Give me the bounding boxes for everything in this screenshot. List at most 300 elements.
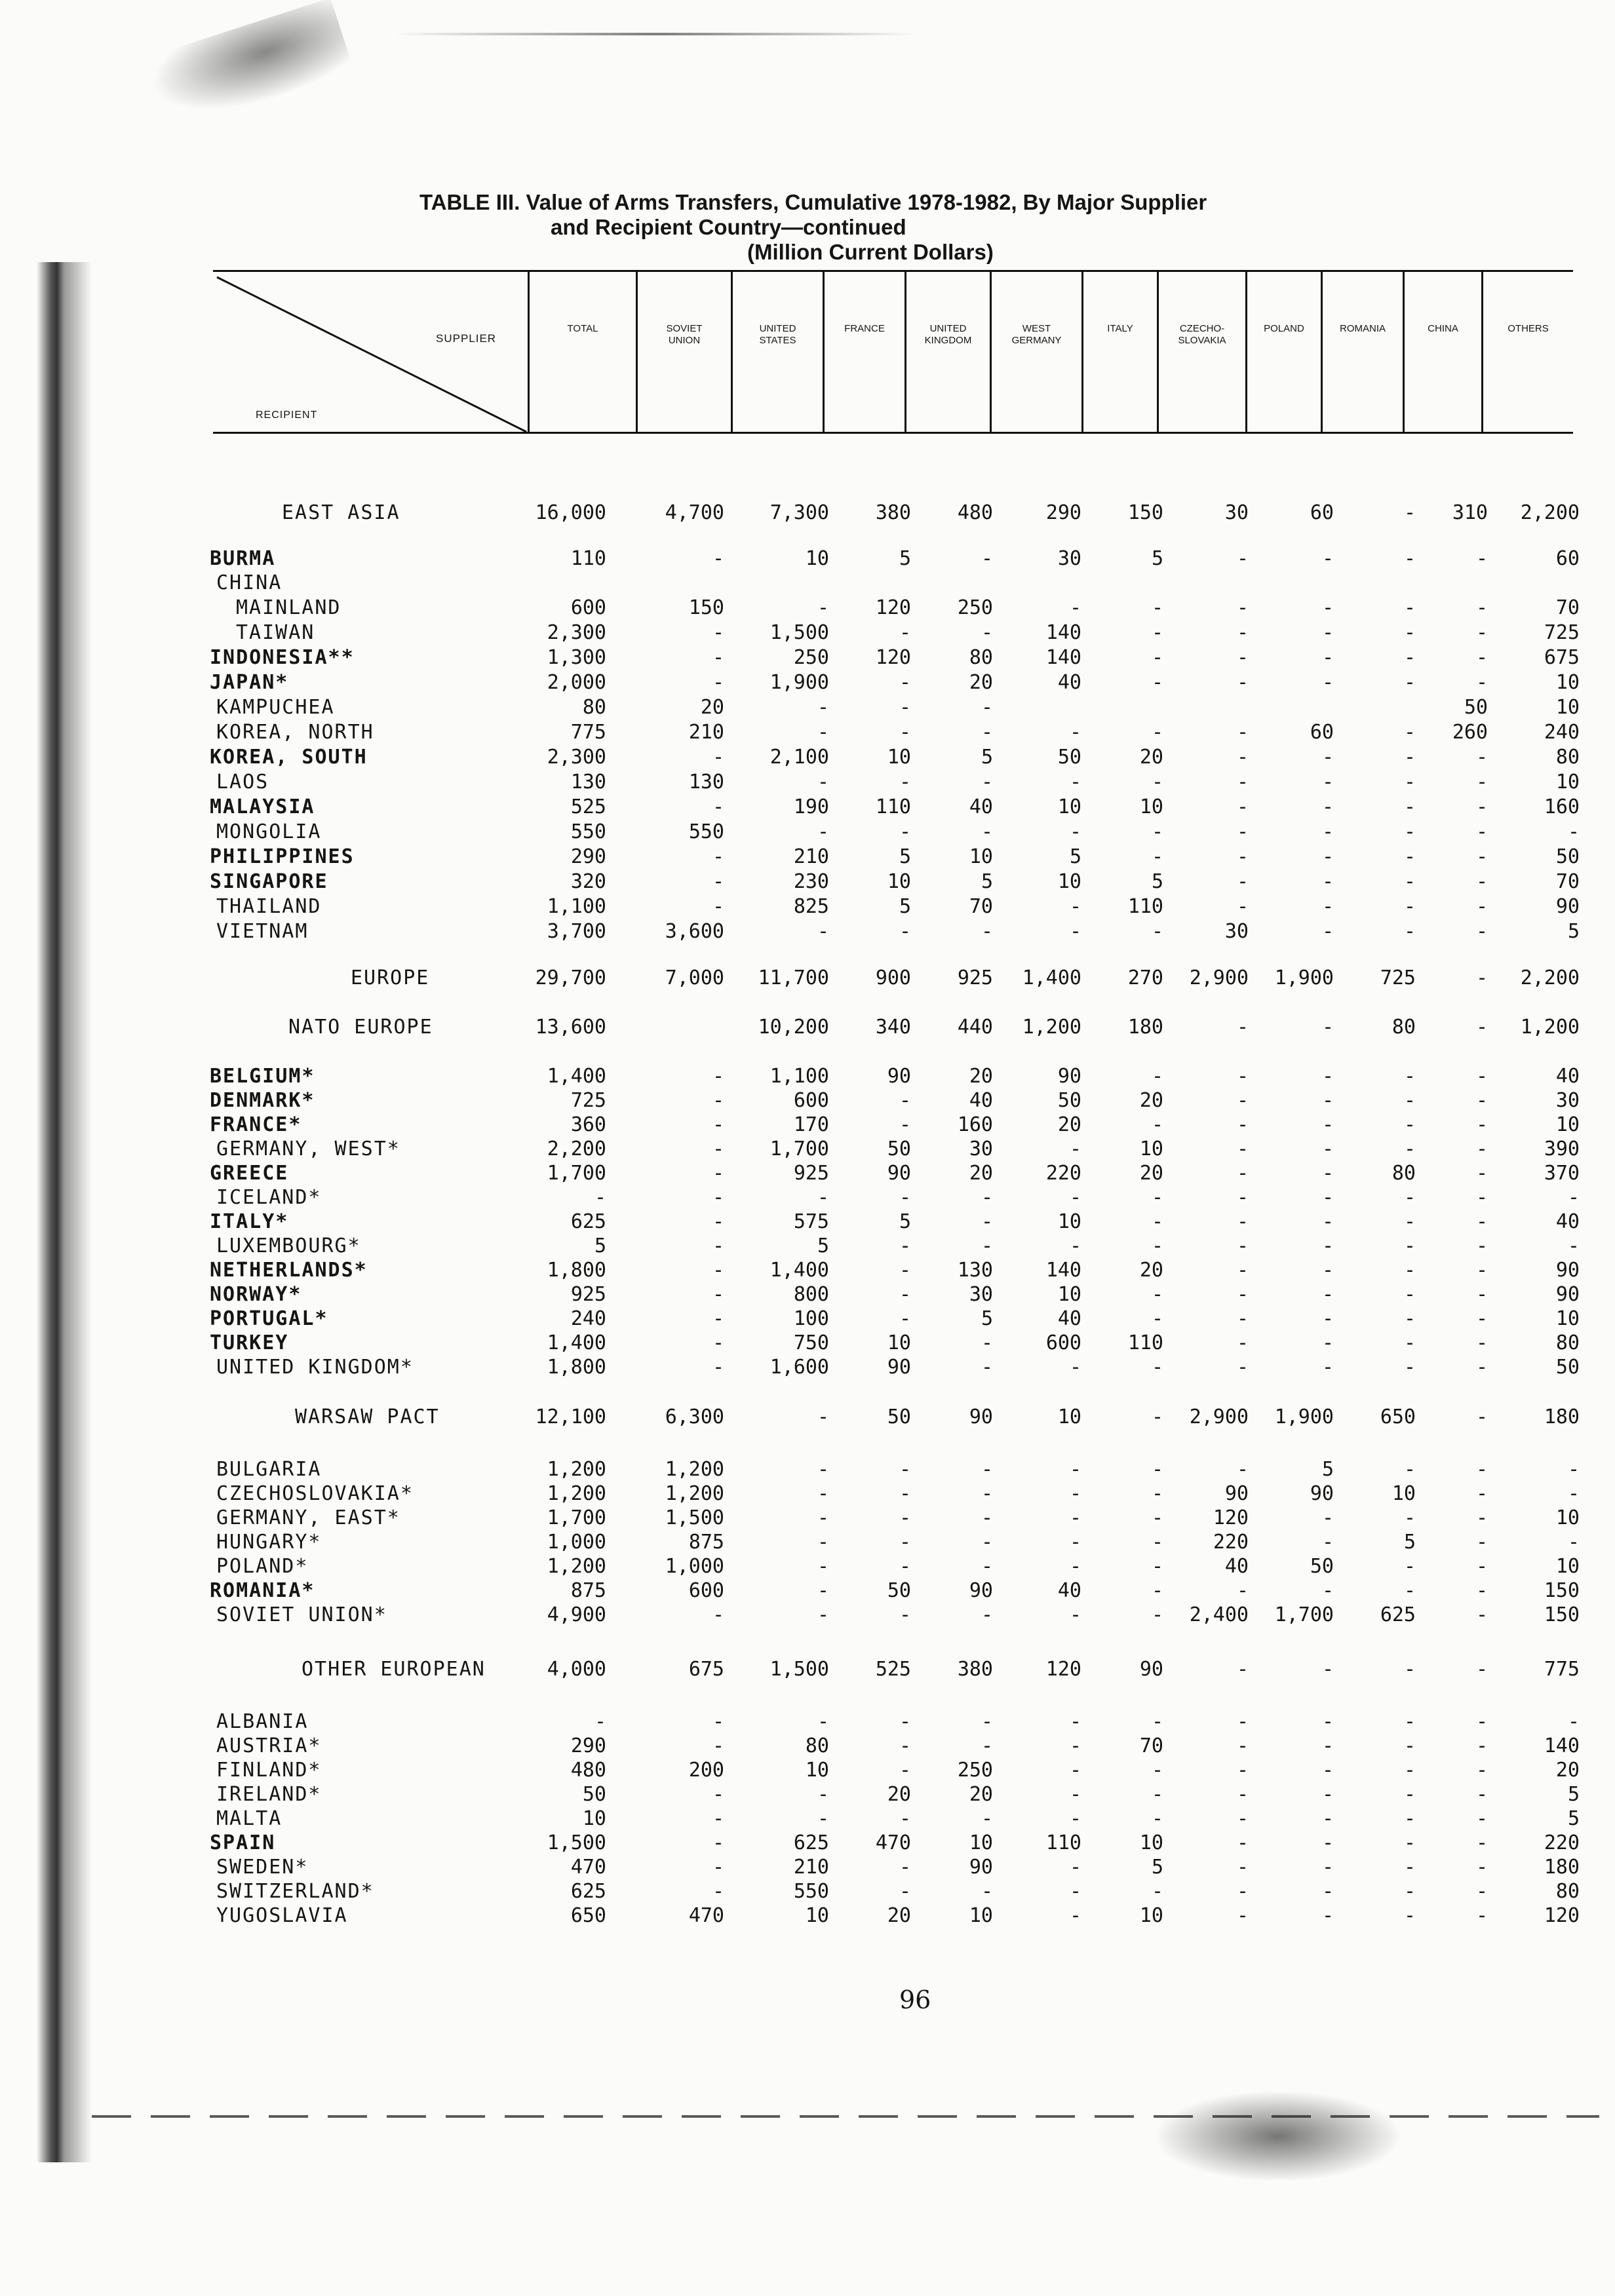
row-value: - bbox=[1151, 1783, 1163, 1806]
row-value: - bbox=[1321, 795, 1334, 818]
row-value: 110 bbox=[570, 547, 606, 570]
row-value: - bbox=[1475, 1807, 1488, 1830]
column-header-label: FRANCE bbox=[844, 323, 885, 334]
row-value: - bbox=[1151, 721, 1163, 744]
row-value: - bbox=[712, 1089, 724, 1112]
row-value: 50 bbox=[1057, 1089, 1081, 1112]
row-value: - bbox=[1403, 1831, 1416, 1854]
row-value: 200 bbox=[688, 1759, 724, 1782]
row-value: - bbox=[1236, 1162, 1249, 1185]
row-value: 180 bbox=[1544, 1406, 1580, 1428]
row-value: 1,500 bbox=[769, 621, 829, 644]
row-value: - bbox=[1236, 1356, 1249, 1379]
row-value: 1,500 bbox=[665, 1506, 724, 1529]
row-value: - bbox=[899, 1259, 911, 1282]
row-value: 40 bbox=[1555, 1065, 1580, 1088]
row-value: - bbox=[1151, 1579, 1163, 1602]
table-row bbox=[0, 920, 1615, 944]
row-value: - bbox=[899, 1880, 911, 1903]
row-label: KAMPUCHEA bbox=[216, 696, 335, 719]
row-value: - bbox=[981, 1555, 993, 1578]
row-value: - bbox=[1475, 621, 1488, 644]
row-label: EUROPE bbox=[351, 966, 430, 989]
diagonal-divider bbox=[213, 272, 528, 432]
row-value: - bbox=[1321, 1579, 1334, 1602]
row-value: - bbox=[817, 920, 829, 943]
row-value: - bbox=[1321, 820, 1334, 843]
row-label: ITALY* bbox=[210, 1210, 289, 1233]
row-value: 4,900 bbox=[547, 1603, 606, 1626]
row-value: - bbox=[1321, 1065, 1334, 1088]
row-value: 50 bbox=[1555, 845, 1580, 868]
row-value: 40 bbox=[1057, 1307, 1081, 1330]
row-value: - bbox=[712, 1234, 724, 1257]
row-value: 5 bbox=[1567, 1783, 1580, 1806]
row-value: 320 bbox=[570, 870, 606, 893]
title-line-1: TABLE III. Value of Arms Transfers, Cumulative 1978-1982, By Major Supplier bbox=[419, 190, 1207, 214]
row-value: - bbox=[1151, 1603, 1163, 1626]
row-value: 1,200 bbox=[665, 1458, 724, 1481]
row-value: 470 bbox=[875, 1831, 911, 1854]
row-value: 10 bbox=[1139, 1138, 1163, 1160]
row-value: 220 bbox=[1544, 1831, 1580, 1854]
row-value: 875 bbox=[688, 1531, 724, 1554]
row-value: - bbox=[1236, 596, 1249, 619]
row-label: SINGAPORE bbox=[210, 870, 328, 893]
table-row bbox=[0, 1856, 1615, 1879]
row-value: 5 bbox=[899, 895, 911, 918]
row-value: 20 bbox=[969, 1783, 993, 1806]
row-value: - bbox=[1236, 895, 1249, 918]
row-label: DENMARK* bbox=[210, 1089, 315, 1112]
row-value: - bbox=[1475, 1331, 1488, 1354]
row-value: 10 bbox=[1555, 1555, 1580, 1578]
column-header bbox=[636, 272, 731, 432]
row-value: - bbox=[1403, 501, 1416, 524]
row-value: - bbox=[1475, 1162, 1488, 1185]
row-label: MALTA bbox=[216, 1807, 282, 1830]
row-value: 90 bbox=[969, 1406, 993, 1428]
row-value: 600 bbox=[688, 1579, 724, 1602]
row-value: 3,600 bbox=[665, 920, 724, 943]
row-label: SOVIET UNION* bbox=[216, 1603, 387, 1626]
row-value: 650 bbox=[1380, 1406, 1416, 1428]
table-row bbox=[0, 1603, 1615, 1627]
row-value: 30 bbox=[1224, 920, 1249, 943]
row-value: - bbox=[712, 671, 724, 694]
table-row bbox=[0, 1579, 1615, 1603]
row-label: NATO EUROPE bbox=[288, 1016, 433, 1039]
row-value: - bbox=[1236, 845, 1249, 868]
row-value: - bbox=[981, 1807, 993, 1830]
row-label: LUXEMBOURG* bbox=[216, 1234, 361, 1257]
row-value: 50 bbox=[887, 1138, 911, 1160]
table-row bbox=[0, 1555, 1615, 1578]
table-row bbox=[0, 1734, 1615, 1758]
row-value: - bbox=[1236, 1579, 1249, 1602]
row-value: 1,400 bbox=[547, 1331, 606, 1354]
row-label: HUNGARY* bbox=[216, 1531, 322, 1554]
row-value: - bbox=[1321, 1658, 1334, 1681]
row-value: - bbox=[1321, 621, 1334, 644]
row-value: 1,000 bbox=[547, 1531, 606, 1554]
row-value: - bbox=[1321, 1089, 1334, 1112]
row-value: 525 bbox=[570, 795, 606, 818]
row-value: 50 bbox=[582, 1783, 606, 1806]
row-value: - bbox=[1236, 547, 1249, 570]
row-value: - bbox=[1236, 1734, 1249, 1757]
row-label: ROMANIA* bbox=[210, 1579, 315, 1602]
row-value: - bbox=[1151, 1234, 1163, 1257]
row-value: - bbox=[899, 1734, 911, 1757]
row-value: 30 bbox=[969, 1138, 993, 1160]
row-label: BELGIUM* bbox=[210, 1065, 315, 1088]
row-value: 70 bbox=[1555, 596, 1580, 619]
row-value: 550 bbox=[793, 1880, 829, 1903]
row-value: - bbox=[1321, 1904, 1334, 1927]
row-value: - bbox=[1567, 1234, 1580, 1257]
row-value: 240 bbox=[570, 1307, 606, 1330]
row-label: ALBANIA bbox=[216, 1710, 309, 1733]
table-row bbox=[0, 1482, 1615, 1506]
row-value: 5 bbox=[1321, 1458, 1334, 1481]
row-value: - bbox=[1475, 1259, 1488, 1282]
table-row bbox=[0, 1138, 1615, 1161]
row-value: 20 bbox=[1139, 1162, 1163, 1185]
row-value: - bbox=[1403, 1658, 1416, 1681]
row-value: 120 bbox=[875, 646, 911, 669]
row-value: 20 bbox=[1139, 1089, 1163, 1112]
row-value: - bbox=[1151, 1356, 1163, 1379]
row-value: - bbox=[1151, 1210, 1163, 1233]
row-value: 90 bbox=[1057, 1065, 1081, 1088]
row-value: 29,700 bbox=[535, 966, 606, 989]
row-value: - bbox=[1069, 1356, 1081, 1379]
column-header-label: TOTAL bbox=[567, 323, 598, 334]
row-value: - bbox=[1236, 746, 1249, 769]
row-value: - bbox=[1403, 1234, 1416, 1257]
row-value: - bbox=[981, 1531, 993, 1554]
row-value: - bbox=[817, 721, 829, 744]
row-value: - bbox=[1403, 920, 1416, 943]
row-value: - bbox=[817, 1458, 829, 1481]
row-value: 1,500 bbox=[547, 1831, 606, 1854]
row-value: 270 bbox=[1127, 966, 1163, 989]
row-value: - bbox=[899, 1458, 911, 1481]
row-value: - bbox=[1403, 1186, 1416, 1209]
row-value: 180 bbox=[1127, 1016, 1163, 1039]
row-label: CHINA bbox=[216, 571, 282, 594]
row-value: 5 bbox=[981, 746, 993, 769]
row-value: 875 bbox=[570, 1579, 606, 1602]
row-value: 5 bbox=[1151, 1856, 1163, 1879]
table-row bbox=[0, 1506, 1615, 1530]
row-value: 1,900 bbox=[1274, 1406, 1334, 1428]
row-value: 140 bbox=[1045, 1259, 1081, 1282]
row-value: - bbox=[1069, 1482, 1081, 1505]
table-row bbox=[0, 1113, 1615, 1137]
row-value: 10 bbox=[1057, 1210, 1081, 1233]
row-value: 5 bbox=[1151, 547, 1163, 570]
row-value: - bbox=[1475, 1186, 1488, 1209]
row-value: 5 bbox=[981, 870, 993, 893]
row-value: 20 bbox=[887, 1783, 911, 1806]
column-header bbox=[528, 272, 636, 432]
row-value: - bbox=[1403, 671, 1416, 694]
table-row bbox=[0, 721, 1615, 744]
row-value: - bbox=[1069, 1555, 1081, 1578]
row-value: - bbox=[817, 1506, 829, 1529]
row-value: - bbox=[1236, 1710, 1249, 1733]
column-header bbox=[731, 272, 823, 432]
row-value: - bbox=[712, 621, 724, 644]
row-label: KOREA, NORTH bbox=[216, 721, 374, 744]
row-value: 60 bbox=[1310, 501, 1334, 524]
column-header-label: UNITED STATES bbox=[759, 323, 796, 346]
row-value: 10 bbox=[1391, 1482, 1416, 1505]
column-header-label: UNITED KINGDOM bbox=[924, 323, 972, 346]
row-label: SWEDEN* bbox=[216, 1856, 309, 1879]
row-value: 170 bbox=[793, 1113, 829, 1136]
table-row bbox=[0, 1904, 1615, 1928]
row-value: - bbox=[712, 845, 724, 868]
row-value: - bbox=[1069, 1710, 1081, 1733]
row-value: 110 bbox=[1127, 895, 1163, 918]
row-value: - bbox=[1475, 1831, 1488, 1854]
row-value: 470 bbox=[570, 1856, 606, 1879]
row-label: SWITZERLAND* bbox=[216, 1880, 374, 1903]
row-value: 80 bbox=[582, 696, 606, 719]
row-value: - bbox=[1236, 1089, 1249, 1112]
table-row bbox=[0, 1406, 1615, 1429]
column-header-label: CZECHO- SLOVAKIA bbox=[1178, 323, 1226, 346]
row-value: - bbox=[1236, 1210, 1249, 1233]
row-value: - bbox=[1069, 1734, 1081, 1757]
row-value: - bbox=[1403, 1555, 1416, 1578]
row-value: - bbox=[899, 1603, 911, 1626]
row-value: - bbox=[1321, 547, 1334, 570]
row-value: - bbox=[1069, 920, 1081, 943]
table-row bbox=[0, 1710, 1615, 1734]
row-value: - bbox=[817, 1807, 829, 1830]
row-value: 90 bbox=[887, 1356, 911, 1379]
row-value: - bbox=[1475, 1016, 1488, 1039]
row-value: - bbox=[1236, 1016, 1249, 1039]
row-value: 1,600 bbox=[769, 1356, 829, 1379]
row-value: - bbox=[1321, 596, 1334, 619]
table-row bbox=[0, 1210, 1615, 1234]
row-value: - bbox=[817, 1406, 829, 1428]
row-value: - bbox=[817, 1603, 829, 1626]
row-label: CZECHOSLOVAKIA* bbox=[216, 1482, 414, 1505]
row-value: - bbox=[1236, 721, 1249, 744]
row-value: - bbox=[1321, 1880, 1334, 1903]
row-value: 120 bbox=[1045, 1658, 1081, 1681]
row-value: 10 bbox=[1139, 1831, 1163, 1854]
row-value: 150 bbox=[1544, 1603, 1580, 1626]
row-value: 120 bbox=[1544, 1904, 1580, 1927]
row-value: 220 bbox=[1045, 1162, 1081, 1185]
column-header-label: ITALY bbox=[1107, 323, 1133, 334]
row-value: 40 bbox=[1057, 1579, 1081, 1602]
row-value: 370 bbox=[1544, 1162, 1580, 1185]
row-value: - bbox=[1069, 1506, 1081, 1529]
row-value: 2,900 bbox=[1189, 1406, 1249, 1428]
table-header bbox=[213, 270, 1573, 434]
table-row bbox=[0, 1162, 1615, 1185]
table-row bbox=[0, 820, 1615, 844]
row-value: - bbox=[1321, 1531, 1334, 1554]
row-value: 625 bbox=[793, 1831, 829, 1854]
row-value: - bbox=[1321, 1162, 1334, 1185]
table-row bbox=[0, 795, 1615, 819]
table-row bbox=[0, 1089, 1615, 1113]
header-diagonal-cell bbox=[213, 272, 528, 432]
row-value: - bbox=[899, 1807, 911, 1830]
row-value: - bbox=[1069, 1138, 1081, 1160]
row-value: - bbox=[1321, 895, 1334, 918]
title-line-2: and Recipient Country—continued bbox=[551, 215, 906, 239]
row-value: - bbox=[1475, 1307, 1488, 1330]
row-value: 5 bbox=[1567, 1807, 1580, 1830]
row-value: - bbox=[981, 771, 993, 794]
row-value: 1,900 bbox=[1274, 966, 1334, 989]
row-value: - bbox=[981, 547, 993, 570]
row-value: 20 bbox=[1139, 746, 1163, 769]
row-value: - bbox=[1475, 1089, 1488, 1112]
row-value: - bbox=[712, 1162, 724, 1185]
row-value: - bbox=[1567, 820, 1580, 843]
row-value: 50 bbox=[1555, 1356, 1580, 1379]
row-value: 80 bbox=[1555, 746, 1580, 769]
row-label: JAPAN* bbox=[210, 671, 289, 694]
row-value: - bbox=[1151, 1186, 1163, 1209]
row-value: 2,200 bbox=[547, 1138, 606, 1160]
row-value: 2,300 bbox=[547, 621, 606, 644]
row-value: 10 bbox=[1057, 870, 1081, 893]
row-value: 340 bbox=[875, 1016, 911, 1039]
row-value: 2,200 bbox=[1520, 501, 1580, 524]
row-value: - bbox=[1321, 671, 1334, 694]
row-value: 160 bbox=[957, 1113, 993, 1136]
row-value: - bbox=[1069, 895, 1081, 918]
row-value: 525 bbox=[875, 1658, 911, 1681]
row-value: - bbox=[899, 920, 911, 943]
column-header bbox=[1245, 272, 1321, 432]
row-value: - bbox=[981, 621, 993, 644]
row-label: MONGOLIA bbox=[216, 820, 322, 843]
row-value: 130 bbox=[957, 1259, 993, 1282]
row-value: - bbox=[1567, 1482, 1580, 1505]
row-label: SPAIN bbox=[210, 1831, 276, 1854]
row-value: 210 bbox=[688, 721, 724, 744]
row-value: 20 bbox=[969, 671, 993, 694]
row-value: - bbox=[981, 1482, 993, 1505]
row-value: - bbox=[1236, 795, 1249, 818]
row-value: 90 bbox=[969, 1856, 993, 1879]
row-value: - bbox=[712, 1880, 724, 1903]
row-value: - bbox=[1567, 1531, 1580, 1554]
row-value: - bbox=[712, 1356, 724, 1379]
row-value: - bbox=[1321, 1210, 1334, 1233]
table-row bbox=[0, 1331, 1615, 1355]
row-value: 925 bbox=[570, 1283, 606, 1306]
row-value: - bbox=[1321, 1186, 1334, 1209]
row-value: - bbox=[1151, 1458, 1163, 1481]
row-value: - bbox=[1321, 1807, 1334, 1830]
row-value: - bbox=[1475, 1759, 1488, 1782]
row-label: POLAND* bbox=[216, 1555, 309, 1578]
row-value: 575 bbox=[793, 1210, 829, 1233]
row-value: 90 bbox=[1224, 1482, 1249, 1505]
row-value: 10 bbox=[805, 547, 829, 570]
row-value: 120 bbox=[1213, 1506, 1249, 1529]
row-value: 90 bbox=[1310, 1482, 1334, 1505]
row-value: - bbox=[1069, 771, 1081, 794]
row-value: - bbox=[1321, 646, 1334, 669]
row-value: 160 bbox=[1544, 795, 1580, 818]
row-value: - bbox=[1236, 621, 1249, 644]
row-value: 5 bbox=[1151, 870, 1163, 893]
row-label: YUGOSLAVIA bbox=[216, 1904, 348, 1927]
row-label: MALAYSIA bbox=[210, 795, 315, 818]
row-value: 80 bbox=[1555, 1880, 1580, 1903]
row-value: - bbox=[1403, 1783, 1416, 1806]
row-label: OTHER EUROPEAN bbox=[302, 1658, 486, 1681]
row-value: - bbox=[899, 1482, 911, 1505]
table-row bbox=[0, 1016, 1615, 1039]
row-value: - bbox=[981, 1210, 993, 1233]
table-row bbox=[0, 571, 1615, 595]
table-row bbox=[0, 1259, 1615, 1282]
row-value: - bbox=[1236, 1283, 1249, 1306]
row-value: - bbox=[899, 820, 911, 843]
row-value: 40 bbox=[1555, 1210, 1580, 1233]
row-value: - bbox=[1236, 1186, 1249, 1209]
row-value: - bbox=[1151, 1555, 1163, 1578]
row-value: - bbox=[1475, 1234, 1488, 1257]
row-value: 2,900 bbox=[1189, 966, 1249, 989]
row-value: - bbox=[1475, 1065, 1488, 1088]
row-label: FRANCE* bbox=[210, 1113, 302, 1136]
row-value: 140 bbox=[1544, 1734, 1580, 1757]
row-value: 90 bbox=[969, 1579, 993, 1602]
row-value: 50 bbox=[1464, 696, 1488, 719]
column-header-label: WEST GERMANY bbox=[1011, 323, 1062, 346]
row-value: - bbox=[1321, 1113, 1334, 1136]
table-row bbox=[0, 1658, 1615, 1681]
row-value: 1,700 bbox=[547, 1506, 606, 1529]
row-value: 5 bbox=[899, 547, 911, 570]
row-value: - bbox=[1236, 1307, 1249, 1330]
row-value: 1,000 bbox=[665, 1555, 724, 1578]
row-value: - bbox=[899, 1283, 911, 1306]
row-value: - bbox=[1236, 1113, 1249, 1136]
row-value: 2,100 bbox=[769, 746, 829, 769]
row-value: - bbox=[1321, 771, 1334, 794]
row-value: - bbox=[1151, 920, 1163, 943]
table-row bbox=[0, 646, 1615, 670]
column-header bbox=[1321, 272, 1403, 432]
row-value: - bbox=[1151, 1807, 1163, 1830]
row-value: - bbox=[1475, 746, 1488, 769]
row-value: 90 bbox=[1555, 1283, 1580, 1306]
row-value: - bbox=[1403, 1458, 1416, 1481]
row-value: - bbox=[899, 621, 911, 644]
row-value: 20 bbox=[969, 1065, 993, 1088]
row-value: 250 bbox=[957, 1759, 993, 1782]
row-value: 925 bbox=[957, 966, 993, 989]
